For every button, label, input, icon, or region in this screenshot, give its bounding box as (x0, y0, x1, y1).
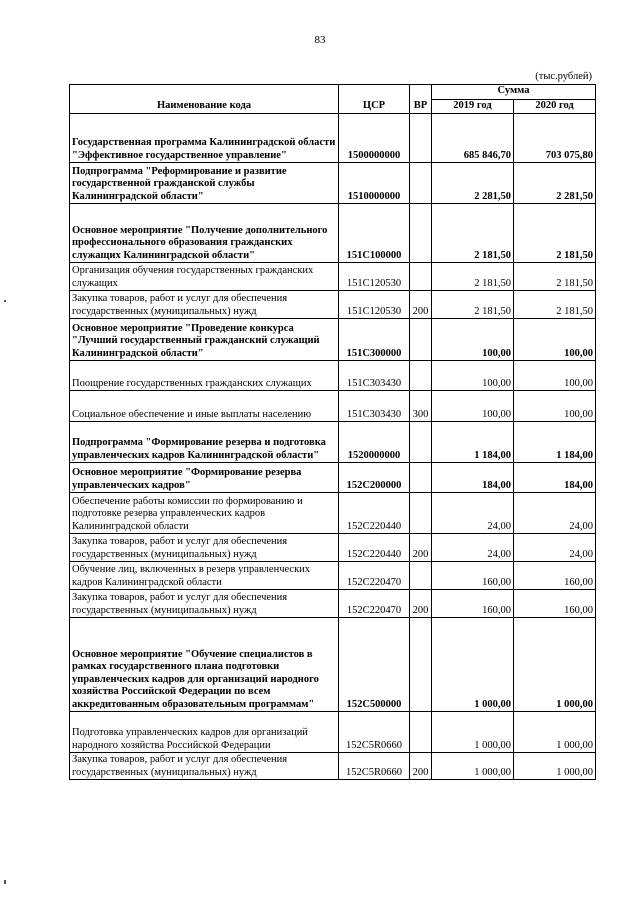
row-csr: 151С303430 (339, 391, 410, 422)
row-2020: 703 075,80 (514, 114, 596, 163)
row-csr: 151С100000 (339, 204, 410, 263)
scan-margin-mark (4, 300, 6, 302)
row-2020: 2 281,50 (514, 163, 596, 204)
row-2020: 2 181,50 (514, 291, 596, 319)
row-csr: 151С120530 (339, 291, 410, 319)
row-name: Организация обучения государственных гражданских служащих (70, 263, 339, 291)
table-row (70, 263, 596, 291)
row-name: Основное мероприятие "Формирование резерва управленческих кадров" (70, 463, 339, 493)
row-vr (410, 319, 432, 361)
row-name: Основное мероприятие "Получение дополнительного профессионального образования гражданских служащих Калининградской области" (70, 204, 339, 263)
header-sum: Сумма (432, 85, 596, 100)
row-vr (410, 163, 432, 204)
row-2020: 100,00 (514, 391, 596, 422)
row-csr: 1500000000 (339, 114, 410, 163)
header-csr: ЦСР (339, 85, 410, 114)
table-row (70, 361, 596, 391)
row-2019: 100,00 (432, 361, 514, 391)
row-2020: 24,00 (514, 534, 596, 562)
row-2020: 24,00 (514, 493, 596, 534)
row-2019: 2 181,50 (432, 291, 514, 319)
row-vr (410, 493, 432, 534)
row-csr: 152С5R0660 (339, 712, 410, 753)
row-2019: 24,00 (432, 534, 514, 562)
table-row (70, 534, 596, 562)
scan-margin-mark (4, 880, 6, 884)
row-vr (410, 463, 432, 493)
row-vr (410, 114, 432, 163)
row-name: Подпрограмма "Формирование резерва и подготовка управленческих кадров Калининградской области" (70, 422, 339, 463)
row-name: Обеспечение работы комиссии по формированию и подготовке резерва управленческих кадров Калининградской области (70, 493, 339, 534)
row-vr (410, 618, 432, 712)
table-row (70, 562, 596, 590)
row-name: Государственная программа Калининградской области "Эффективное государственное управление" (70, 114, 339, 163)
row-csr: 152С220440 (339, 534, 410, 562)
row-name: Обучение лиц, включенных в резерв управленческих кадров Калининградской области (70, 562, 339, 590)
row-2019: 100,00 (432, 319, 514, 361)
row-vr (410, 712, 432, 753)
row-2020: 1 184,00 (514, 422, 596, 463)
row-name: Основное мероприятие "Обучение специалистов в рамках государственного плана подготовки управленческих кадров для организаций народного хозяйства Российской Федерации по всем аккредитованным образовательным программам" (70, 618, 339, 712)
header-2020: 2020 год (514, 99, 596, 114)
row-2019: 2 181,50 (432, 263, 514, 291)
row-vr (410, 263, 432, 291)
table-row (70, 391, 596, 422)
row-name: Закупка товаров, работ и услуг для обеспечения государственных (муниципальных) нужд (70, 590, 339, 618)
row-vr: 200 (410, 590, 432, 618)
row-2019: 1 000,00 (432, 753, 514, 780)
table-row (70, 463, 596, 493)
row-name: Закупка товаров, работ и услуг для обеспечения государственных (муниципальных) нужд (70, 534, 339, 562)
row-csr: 1510000000 (339, 163, 410, 204)
row-csr: 1520000000 (339, 422, 410, 463)
table-row (70, 319, 596, 361)
table-row (70, 618, 596, 712)
row-2019: 1 184,00 (432, 422, 514, 463)
row-2019: 1 000,00 (432, 618, 514, 712)
table-row (70, 114, 596, 163)
table-row (70, 590, 596, 618)
row-name: Основное мероприятие "Проведение конкурса "Лучший государственный гражданский служащий Калининградской области" (70, 319, 339, 361)
row-2020: 160,00 (514, 590, 596, 618)
row-2020: 184,00 (514, 463, 596, 493)
row-2019: 2 281,50 (432, 163, 514, 204)
row-csr: 151С120530 (339, 263, 410, 291)
table-row (70, 291, 596, 319)
row-csr: 152С220440 (339, 493, 410, 534)
row-2019: 685 846,70 (432, 114, 514, 163)
row-csr: 151С303430 (339, 361, 410, 391)
row-2020: 1 000,00 (514, 618, 596, 712)
row-name: Закупка товаров, работ и услуг для обеспечения государственных (муниципальных) нужд (70, 753, 339, 780)
row-2019: 2 181,50 (432, 204, 514, 263)
header-name: Наименование кода (70, 85, 339, 114)
row-csr: 152С200000 (339, 463, 410, 493)
row-2020: 100,00 (514, 361, 596, 391)
row-2019: 184,00 (432, 463, 514, 493)
row-2020: 100,00 (514, 319, 596, 361)
row-vr (410, 361, 432, 391)
row-2020: 2 181,50 (514, 263, 596, 291)
row-vr: 200 (410, 753, 432, 780)
units-label: (тыс.рублей) (535, 71, 592, 82)
table-row (70, 712, 596, 753)
table-row (70, 422, 596, 463)
row-csr: 151С300000 (339, 319, 410, 361)
row-vr: 200 (410, 291, 432, 319)
row-2019: 24,00 (432, 493, 514, 534)
row-csr: 152С220470 (339, 590, 410, 618)
table-row (70, 163, 596, 204)
row-vr (410, 562, 432, 590)
row-vr: 200 (410, 534, 432, 562)
row-vr (410, 422, 432, 463)
row-name: Подготовка управленческих кадров для организаций народного хозяйства Российской Федерации (70, 712, 339, 753)
header-2019: 2019 год (432, 99, 514, 114)
page-number: 83 (314, 34, 326, 46)
row-2020: 1 000,00 (514, 712, 596, 753)
budget-table (69, 84, 596, 780)
row-name: Закупка товаров, работ и услуг для обеспечения государственных (муниципальных) нужд (70, 291, 339, 319)
header-vr: ВР (410, 85, 432, 114)
row-2020: 1 000,00 (514, 753, 596, 780)
row-name: Социальное обеспечение и иные выплаты населению (70, 391, 339, 422)
row-vr: 300 (410, 391, 432, 422)
row-vr (410, 204, 432, 263)
row-csr: 152С220470 (339, 562, 410, 590)
table-row (70, 204, 596, 263)
row-2020: 2 181,50 (514, 204, 596, 263)
row-2019: 160,00 (432, 590, 514, 618)
row-2019: 1 000,00 (432, 712, 514, 753)
table-row (70, 493, 596, 534)
row-2020: 160,00 (514, 562, 596, 590)
row-2019: 100,00 (432, 391, 514, 422)
row-csr: 152С500000 (339, 618, 410, 712)
row-name: Поощрение государственных гражданских служащих (70, 361, 339, 391)
table-row (70, 753, 596, 780)
row-name: Подпрограмма "Реформирование и развитие государственной гражданской службы Калининградской области" (70, 163, 339, 204)
row-2019: 160,00 (432, 562, 514, 590)
row-csr: 152С5R0660 (339, 753, 410, 780)
